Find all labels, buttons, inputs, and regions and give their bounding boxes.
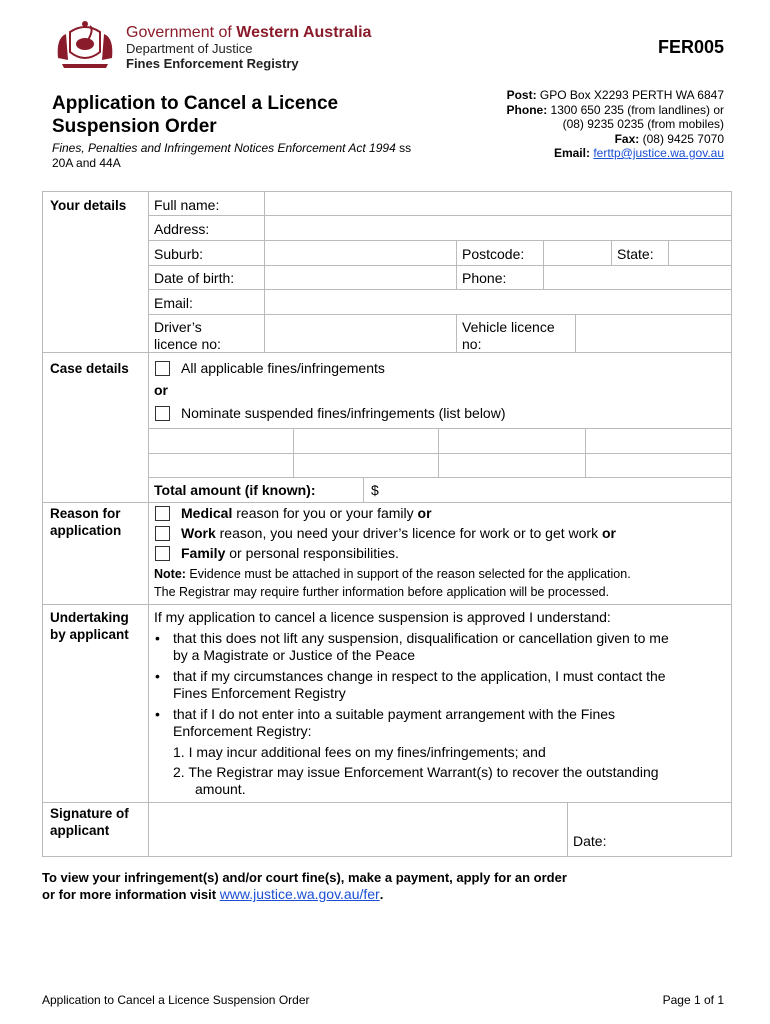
section-signature: Signature of applicant [50, 806, 129, 838]
vehicle-licence-label: Vehicle licence no: [462, 319, 555, 352]
state-label: State: [617, 246, 654, 262]
agency-name: Government of Western Australia Department of Justice Fines Enforcement Registry [126, 24, 372, 71]
or-label: or [154, 382, 168, 398]
dob-label: Date of birth: [154, 270, 235, 286]
address-label: Address: [154, 221, 210, 237]
medical-label: Medical reason for you or your family or [181, 505, 432, 521]
work-checkbox[interactable] [155, 526, 170, 541]
bullet-icon: • [155, 706, 160, 722]
form-code: FER005 [657, 37, 724, 57]
evidence-note: Note: Evidence must be attached in support of the reason selected for the application. The Registrar may require further information before application will be processed. [154, 567, 631, 599]
application-form [42, 191, 732, 857]
section-reason: Reason for application [50, 506, 122, 538]
total-amount-label: Total amount (if known): [154, 482, 316, 498]
section-case-details: Case details [50, 361, 129, 376]
all-fines-label: All applicable fines/infringements [181, 360, 385, 376]
undertaking-item-1: that this does not lift any suspension, disqualification or cancellation given to me by a Magistrate or Justice of the Peace [173, 630, 669, 663]
bullet-icon: • [155, 668, 160, 684]
contact-block: Post: GPO Box X2293 PERTH WA 6847 Phone: 1300 650 235 (from landlines) or (08) 9235 0235 (from mobiles) Fax: (08) 9425 7070 Email: ferttp@justice.wa.gov.au [506, 88, 724, 160]
postcode-label: Postcode: [462, 246, 525, 262]
email-label: Email: [154, 295, 193, 311]
full-name-label: Full name: [154, 197, 220, 213]
page-title: Application to Cancel a Licence Suspension Order [52, 93, 339, 137]
family-checkbox[interactable] [155, 546, 170, 561]
work-label: Work reason, you need your driver’s licence for work or to get work or [181, 525, 616, 541]
undertaking-item-2: that if my circumstances change in respect to the application, I must contact the Fines Enforcement Registry [173, 668, 666, 701]
family-label: Family or personal responsibilities. [181, 545, 399, 561]
currency-label: $ [371, 482, 379, 498]
suburb-label: Suburb: [154, 246, 204, 262]
undertaking-subitem-1: 1. I may incur additional fees on my fines/infringements; and [173, 744, 546, 760]
date-label: Date: [573, 833, 607, 849]
medical-checkbox[interactable] [155, 506, 170, 521]
signature-field[interactable] [149, 803, 567, 856]
info-footer-note: To view your infringement(s) and/or court fine(s), make a payment, apply for an order or for more information visit www.justice.wa.gov.au/fer. [42, 870, 567, 902]
undertaking-item-3: that if I do not enter into a suitable payment arrangement with the Fines Enforcement Registry: [173, 706, 616, 739]
all-fines-checkbox[interactable] [155, 361, 170, 376]
phone-label: Phone: [462, 270, 507, 286]
bullet-icon: • [155, 630, 160, 646]
footer-form-title: Application to Cancel a Licence Suspension Order [42, 993, 310, 1007]
page-number: Page 1 of 1 [662, 993, 724, 1007]
section-your-details: Your details [50, 198, 127, 213]
wa-coat-of-arms-icon [52, 18, 118, 72]
page-subtitle: Fines, Penalties and Infringement Notices Enforcement Act 1994 ss 20A and 44A [52, 141, 412, 170]
undertaking-intro: If my application to cancel a licence suspension is approved I understand: [154, 609, 611, 625]
section-undertaking: Undertaking by applicant [50, 610, 129, 642]
drivers-licence-label: Driver’s licence no: [154, 319, 221, 352]
nominate-fines-checkbox[interactable] [155, 406, 170, 421]
nominate-fines-label: Nominate suspended fines/infringements (list below) [181, 405, 506, 421]
website-link[interactable]: www.justice.wa.gov.au/fer [219, 886, 380, 902]
undertaking-subitem-2: 2. The Registrar may issue Enforcement Warrant(s) to recover the outstanding amount. [173, 764, 659, 797]
email-link[interactable]: ferttp@justice.wa.gov.au [593, 146, 724, 160]
